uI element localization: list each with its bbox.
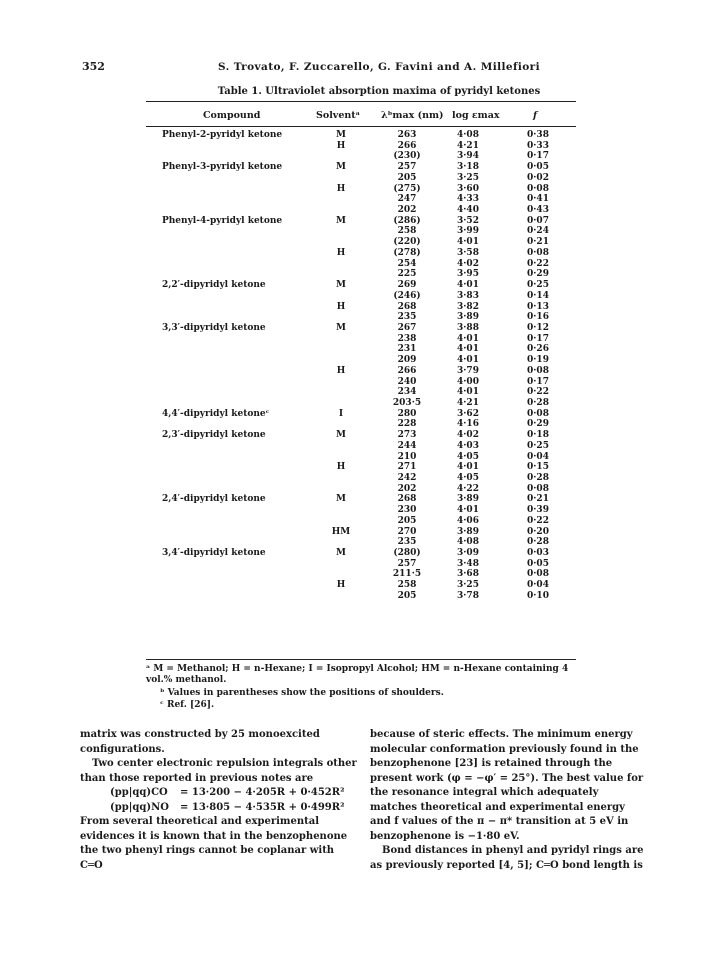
table-row	[0, 387, 728, 398]
lambda-max-cell: 231	[397, 344, 417, 355]
table-row	[0, 162, 728, 173]
f-cell: 0·05	[527, 558, 549, 569]
table-row	[0, 216, 728, 227]
lambda-max-cell: 235	[397, 312, 417, 323]
lambda-max-cell: 258	[397, 580, 417, 591]
table-row	[0, 430, 728, 441]
table-row	[0, 377, 728, 388]
paragraph: From several theoretical and experimental evidences it is known that in the benzophenone the two phenyl rings cannot be coplanar with C═O	[80, 816, 348, 871]
f-cell: 0·25	[527, 440, 549, 451]
log-epsilon-cell: 4·01	[457, 387, 479, 398]
table-row	[0, 291, 728, 302]
lambda-max-cell: (246)	[393, 290, 421, 301]
solvent-cell: M	[336, 215, 346, 226]
lambda-max-cell: 271	[397, 462, 417, 473]
solvent-cell: M	[336, 130, 346, 140]
f-cell: 0·18	[527, 430, 549, 441]
lambda-max-cell: 242	[397, 473, 417, 483]
f-cell: 0·29	[527, 419, 549, 430]
f-cell: 0·19	[527, 355, 549, 366]
table-row	[0, 302, 728, 313]
compound-cell: 3,3′-dipyridyl ketone	[162, 322, 266, 333]
column-header-solvent: Solventᵃ	[316, 110, 361, 121]
column-header-oscillator-strength: f	[533, 110, 538, 121]
lambda-max-cell: 202	[397, 483, 417, 494]
lambda-max-cell: 228	[397, 419, 417, 430]
lambda-max-cell: (275)	[393, 183, 421, 194]
log-epsilon-cell: 4·00	[457, 376, 479, 387]
lambda-max-cell: 263	[397, 130, 417, 140]
paragraph: Two center electronic repulsion integrals other than those reported in previous notes are	[80, 758, 357, 784]
f-cell: 0·08	[527, 247, 549, 258]
lambda-max-cell: (280)	[393, 548, 421, 559]
f-cell: 0·17	[527, 376, 549, 387]
table-row	[0, 173, 728, 184]
f-cell: 0·17	[527, 333, 549, 344]
lambda-max-cell: 247	[397, 194, 417, 205]
f-cell: 0·03	[527, 548, 549, 559]
table-row	[0, 248, 728, 259]
log-epsilon-cell: 3·79	[457, 365, 479, 376]
log-epsilon-cell: 3·89	[457, 494, 479, 505]
table-bottom-rule	[146, 659, 576, 660]
f-cell: 0·25	[527, 280, 549, 291]
f-cell: 0·28	[527, 473, 549, 483]
compound-cell: 2,3′-dipyridyl ketone	[162, 430, 266, 441]
log-epsilon-cell: 3·58	[457, 247, 479, 258]
table-row	[0, 259, 728, 270]
log-epsilon-cell: 3·95	[457, 269, 479, 280]
log-epsilon-cell: 3·89	[457, 312, 479, 323]
table-row	[0, 226, 728, 237]
log-epsilon-cell: 4·06	[457, 515, 479, 526]
table-row	[0, 516, 728, 527]
f-cell: 0·16	[527, 312, 549, 323]
table-row	[0, 537, 728, 548]
lambda-max-cell: 230	[397, 505, 417, 516]
table-row	[0, 205, 728, 216]
f-cell: 0·41	[527, 194, 549, 205]
paragraph: matrix was constructed by 25 monoexcited configurations.	[80, 729, 320, 755]
f-cell: 0·28	[527, 397, 549, 408]
column-header-compound: Compound	[203, 110, 261, 121]
log-epsilon-cell: 3·25	[457, 580, 479, 591]
table-row	[0, 559, 728, 570]
paragraph: because of steric effects. The minimum energy molecular conformation previously found in the benzophenone [23] is retained through the present work (φ = −φ′ = 25°). The best value for the resonance integral which adequately matches theoretical and experimental energy and f values of the π − π* transition at 5 eV in benzophenone is −1·80 eV.	[370, 729, 644, 842]
f-cell: 0·22	[527, 515, 549, 526]
table-row	[0, 462, 728, 473]
lambda-max-cell: 238	[397, 333, 417, 344]
f-cell: 0·24	[527, 226, 549, 237]
f-cell: 0·02	[527, 172, 549, 183]
solvent-cell: M	[336, 430, 346, 441]
solvent-cell: I	[338, 408, 344, 419]
table-body	[0, 130, 728, 602]
table-top-rule	[146, 101, 576, 102]
f-cell: 0·08	[527, 483, 549, 494]
table-row	[0, 505, 728, 516]
table-row	[0, 580, 728, 591]
equation-rhs: = 13·805 − 4·535R + 0·499R²	[180, 801, 345, 813]
f-cell: 0·29	[527, 269, 549, 280]
f-cell: 0·21	[527, 237, 549, 248]
lambda-max-cell: 205	[397, 515, 417, 526]
table-row	[0, 194, 728, 205]
f-cell: 0·12	[527, 322, 549, 333]
log-epsilon-cell: 3·60	[457, 183, 479, 194]
log-epsilon-cell: 4·22	[457, 483, 479, 494]
lambda-max-cell: 266	[397, 140, 417, 151]
table-row	[0, 323, 728, 334]
lambda-max-cell: (230)	[393, 151, 421, 162]
f-cell: 0·07	[527, 215, 549, 226]
table-row	[0, 141, 728, 152]
log-epsilon-cell: 4·08	[457, 537, 479, 548]
compound-cell: 3,4′-dipyridyl ketone	[162, 548, 266, 559]
equation-lhs: (pp|qq)NO	[110, 801, 169, 813]
f-cell: 0·26	[527, 344, 549, 355]
table-row	[0, 409, 728, 420]
log-epsilon-cell: 4·02	[457, 258, 479, 269]
log-epsilon-cell: 3·62	[457, 408, 479, 419]
log-epsilon-cell: 4·02	[457, 430, 479, 441]
f-cell: 0·17	[527, 151, 549, 162]
solvent-cell: HM	[331, 526, 351, 537]
lambda-max-cell: 234	[397, 387, 417, 398]
compound-cell: 4,4′-dipyridyl ketoneᶜ	[162, 408, 270, 419]
log-epsilon-cell: 4·08	[457, 130, 479, 140]
footnote-shoulders: ᵇ Values in parentheses show the positions of shoulders.	[160, 688, 444, 698]
table-row	[0, 184, 728, 195]
compound-cell: Phenyl-3-pyridyl ketone	[162, 162, 283, 173]
solvent-cell: H	[336, 247, 346, 258]
lambda-max-cell: 267	[397, 322, 417, 333]
lambda-max-cell: 205	[397, 172, 417, 183]
log-epsilon-cell: 3·48	[457, 558, 479, 569]
f-cell: 0·28	[527, 537, 549, 548]
solvent-cell: H	[336, 365, 346, 376]
lambda-max-cell: 268	[397, 494, 417, 505]
table-row	[0, 355, 728, 366]
lambda-max-cell: 254	[397, 258, 417, 269]
log-epsilon-cell: 4·33	[457, 194, 479, 205]
log-epsilon-cell: 4·01	[457, 355, 479, 366]
table-caption: Table 1. Ultraviolet absorption maxima of pyridyl ketones	[217, 86, 541, 97]
log-epsilon-cell: 3·83	[457, 290, 479, 301]
solvent-cell: H	[336, 140, 346, 151]
log-epsilon-cell: 3·82	[457, 301, 479, 312]
lambda-max-cell: 225	[397, 269, 417, 280]
compound-cell: Phenyl-4-pyridyl ketone	[162, 215, 283, 226]
log-epsilon-cell: 4·40	[457, 205, 479, 216]
body-column-right	[370, 728, 648, 873]
table-row	[0, 548, 728, 559]
f-cell: 0·08	[527, 365, 549, 376]
log-epsilon-cell: 3·18	[457, 162, 479, 173]
lambda-max-cell: 211·5	[392, 569, 422, 580]
body-column-left	[80, 728, 358, 873]
lambda-max-cell: 273	[397, 430, 417, 441]
lambda-max-cell: (278)	[393, 247, 421, 258]
lambda-max-cell: 209	[397, 355, 417, 366]
log-epsilon-cell: 4·01	[457, 237, 479, 248]
f-cell: 0·04	[527, 451, 549, 462]
table-row	[0, 344, 728, 355]
f-cell: 0·08	[527, 408, 549, 419]
f-cell: 0·22	[527, 387, 549, 398]
lambda-max-cell: 257	[397, 558, 417, 569]
footnote-reference: ᶜ Ref. [26].	[160, 700, 215, 710]
lambda-max-cell: (286)	[393, 215, 421, 226]
f-cell: 0·22	[527, 258, 549, 269]
log-epsilon-cell: 4·03	[457, 440, 479, 451]
table-row	[0, 334, 728, 345]
log-epsilon-cell: 4·05	[457, 473, 479, 483]
table-row	[0, 151, 728, 162]
table-row	[0, 280, 728, 291]
f-cell: 0·14	[527, 290, 549, 301]
column-header-lambda-max: λᵇmax (nm)	[381, 110, 444, 121]
f-cell: 0·43	[527, 205, 549, 216]
table-row	[0, 452, 728, 463]
log-epsilon-cell: 4·01	[457, 280, 479, 291]
lambda-max-cell: 266	[397, 365, 417, 376]
f-cell: 0·15	[527, 462, 549, 473]
table-row	[0, 237, 728, 248]
log-epsilon-cell: 4·01	[457, 505, 479, 516]
log-epsilon-cell: 3·89	[457, 526, 479, 537]
f-cell: 0·20	[527, 526, 549, 537]
lambda-max-cell: 280	[397, 408, 417, 419]
table-row	[0, 484, 728, 495]
table-row	[0, 130, 728, 141]
solvent-cell: H	[336, 183, 346, 194]
lambda-max-cell: 258	[397, 226, 417, 237]
lambda-max-cell: 235	[397, 537, 417, 548]
lambda-max-cell: 210	[397, 451, 417, 462]
table-row	[0, 494, 728, 505]
log-epsilon-cell: 3·68	[457, 569, 479, 580]
lambda-max-cell: 269	[397, 280, 417, 291]
lambda-max-cell: 257	[397, 162, 417, 173]
equation-co	[80, 786, 358, 801]
lambda-max-cell: (220)	[393, 237, 421, 248]
running-head: S. Trovato, F. Zuccarello, G. Favini and A. Millefiori	[217, 61, 541, 73]
f-cell: 0·08	[527, 183, 549, 194]
table-row	[0, 312, 728, 323]
equation-no	[80, 801, 358, 816]
f-cell: 0·13	[527, 301, 549, 312]
table-row	[0, 366, 728, 377]
table-header-rule	[146, 126, 576, 127]
lambda-max-cell: 202	[397, 205, 417, 216]
f-cell: 0·21	[527, 494, 549, 505]
table-row	[0, 569, 728, 580]
f-cell: 0·04	[527, 580, 549, 591]
paragraph: Bond distances in phenyl and pyridyl rings are as previously reported [4, 5]; C═O bond length is	[370, 845, 644, 871]
log-epsilon-cell: 4·16	[457, 419, 479, 430]
f-cell: 0·05	[527, 162, 549, 173]
solvent-cell: H	[336, 462, 346, 473]
table-row	[0, 591, 728, 602]
lambda-max-cell: 203·5	[392, 397, 422, 408]
footnote-solvents: ᵃ M = Methanol; H = n-Hexane; I = Isopropyl Alcohol; HM = n-Hexane containing 4 vol.% methanol.	[146, 664, 569, 685]
table-row	[0, 398, 728, 409]
solvent-cell: M	[336, 548, 346, 559]
log-epsilon-cell: 4·01	[457, 344, 479, 355]
compound-cell: Phenyl-2-pyridyl ketone	[162, 130, 283, 140]
solvent-cell: M	[336, 162, 346, 173]
lambda-max-cell: 240	[397, 376, 417, 387]
lambda-max-cell: 244	[397, 440, 417, 451]
compound-cell: 2,2′-dipyridyl ketone	[162, 280, 266, 291]
solvent-cell: M	[336, 494, 346, 505]
log-epsilon-cell: 4·05	[457, 451, 479, 462]
table-row	[0, 473, 728, 484]
log-epsilon-cell: 3·78	[457, 590, 479, 601]
solvent-cell: M	[336, 322, 346, 333]
table-row	[0, 441, 728, 452]
log-epsilon-cell: 3·88	[457, 322, 479, 333]
equation-lhs: (pp|qq)CO	[110, 787, 168, 798]
log-epsilon-cell: 3·52	[457, 215, 479, 226]
table-row	[0, 419, 728, 430]
solvent-cell: H	[336, 301, 346, 312]
equation-rhs: = 13·200 − 4·205R + 0·452R²	[180, 787, 345, 798]
f-cell: 0·38	[527, 130, 549, 140]
log-epsilon-cell: 4·01	[457, 462, 479, 473]
log-epsilon-cell: 4·21	[457, 140, 479, 151]
lambda-max-cell: 205	[397, 590, 417, 601]
solvent-cell: H	[336, 580, 346, 591]
log-epsilon-cell: 4·21	[457, 397, 479, 408]
table-row	[0, 269, 728, 280]
f-cell: 0·33	[527, 140, 549, 151]
page-number: 352	[82, 60, 105, 73]
solvent-cell: M	[336, 280, 346, 291]
log-epsilon-cell: 4·01	[457, 333, 479, 344]
log-epsilon-cell: 3·99	[457, 226, 479, 237]
lambda-max-cell: 270	[397, 526, 417, 537]
f-cell: 0·39	[527, 505, 549, 516]
column-header-log-epsilon: log εmax	[452, 110, 500, 121]
f-cell: 0·08	[527, 569, 549, 580]
f-cell: 0·10	[527, 590, 549, 601]
log-epsilon-cell: 3·25	[457, 172, 479, 183]
log-epsilon-cell: 3·94	[457, 151, 479, 162]
log-epsilon-cell: 3·09	[457, 548, 479, 559]
table-row	[0, 527, 728, 538]
lambda-max-cell: 268	[397, 301, 417, 312]
compound-cell: 2,4′-dipyridyl ketone	[162, 494, 266, 505]
